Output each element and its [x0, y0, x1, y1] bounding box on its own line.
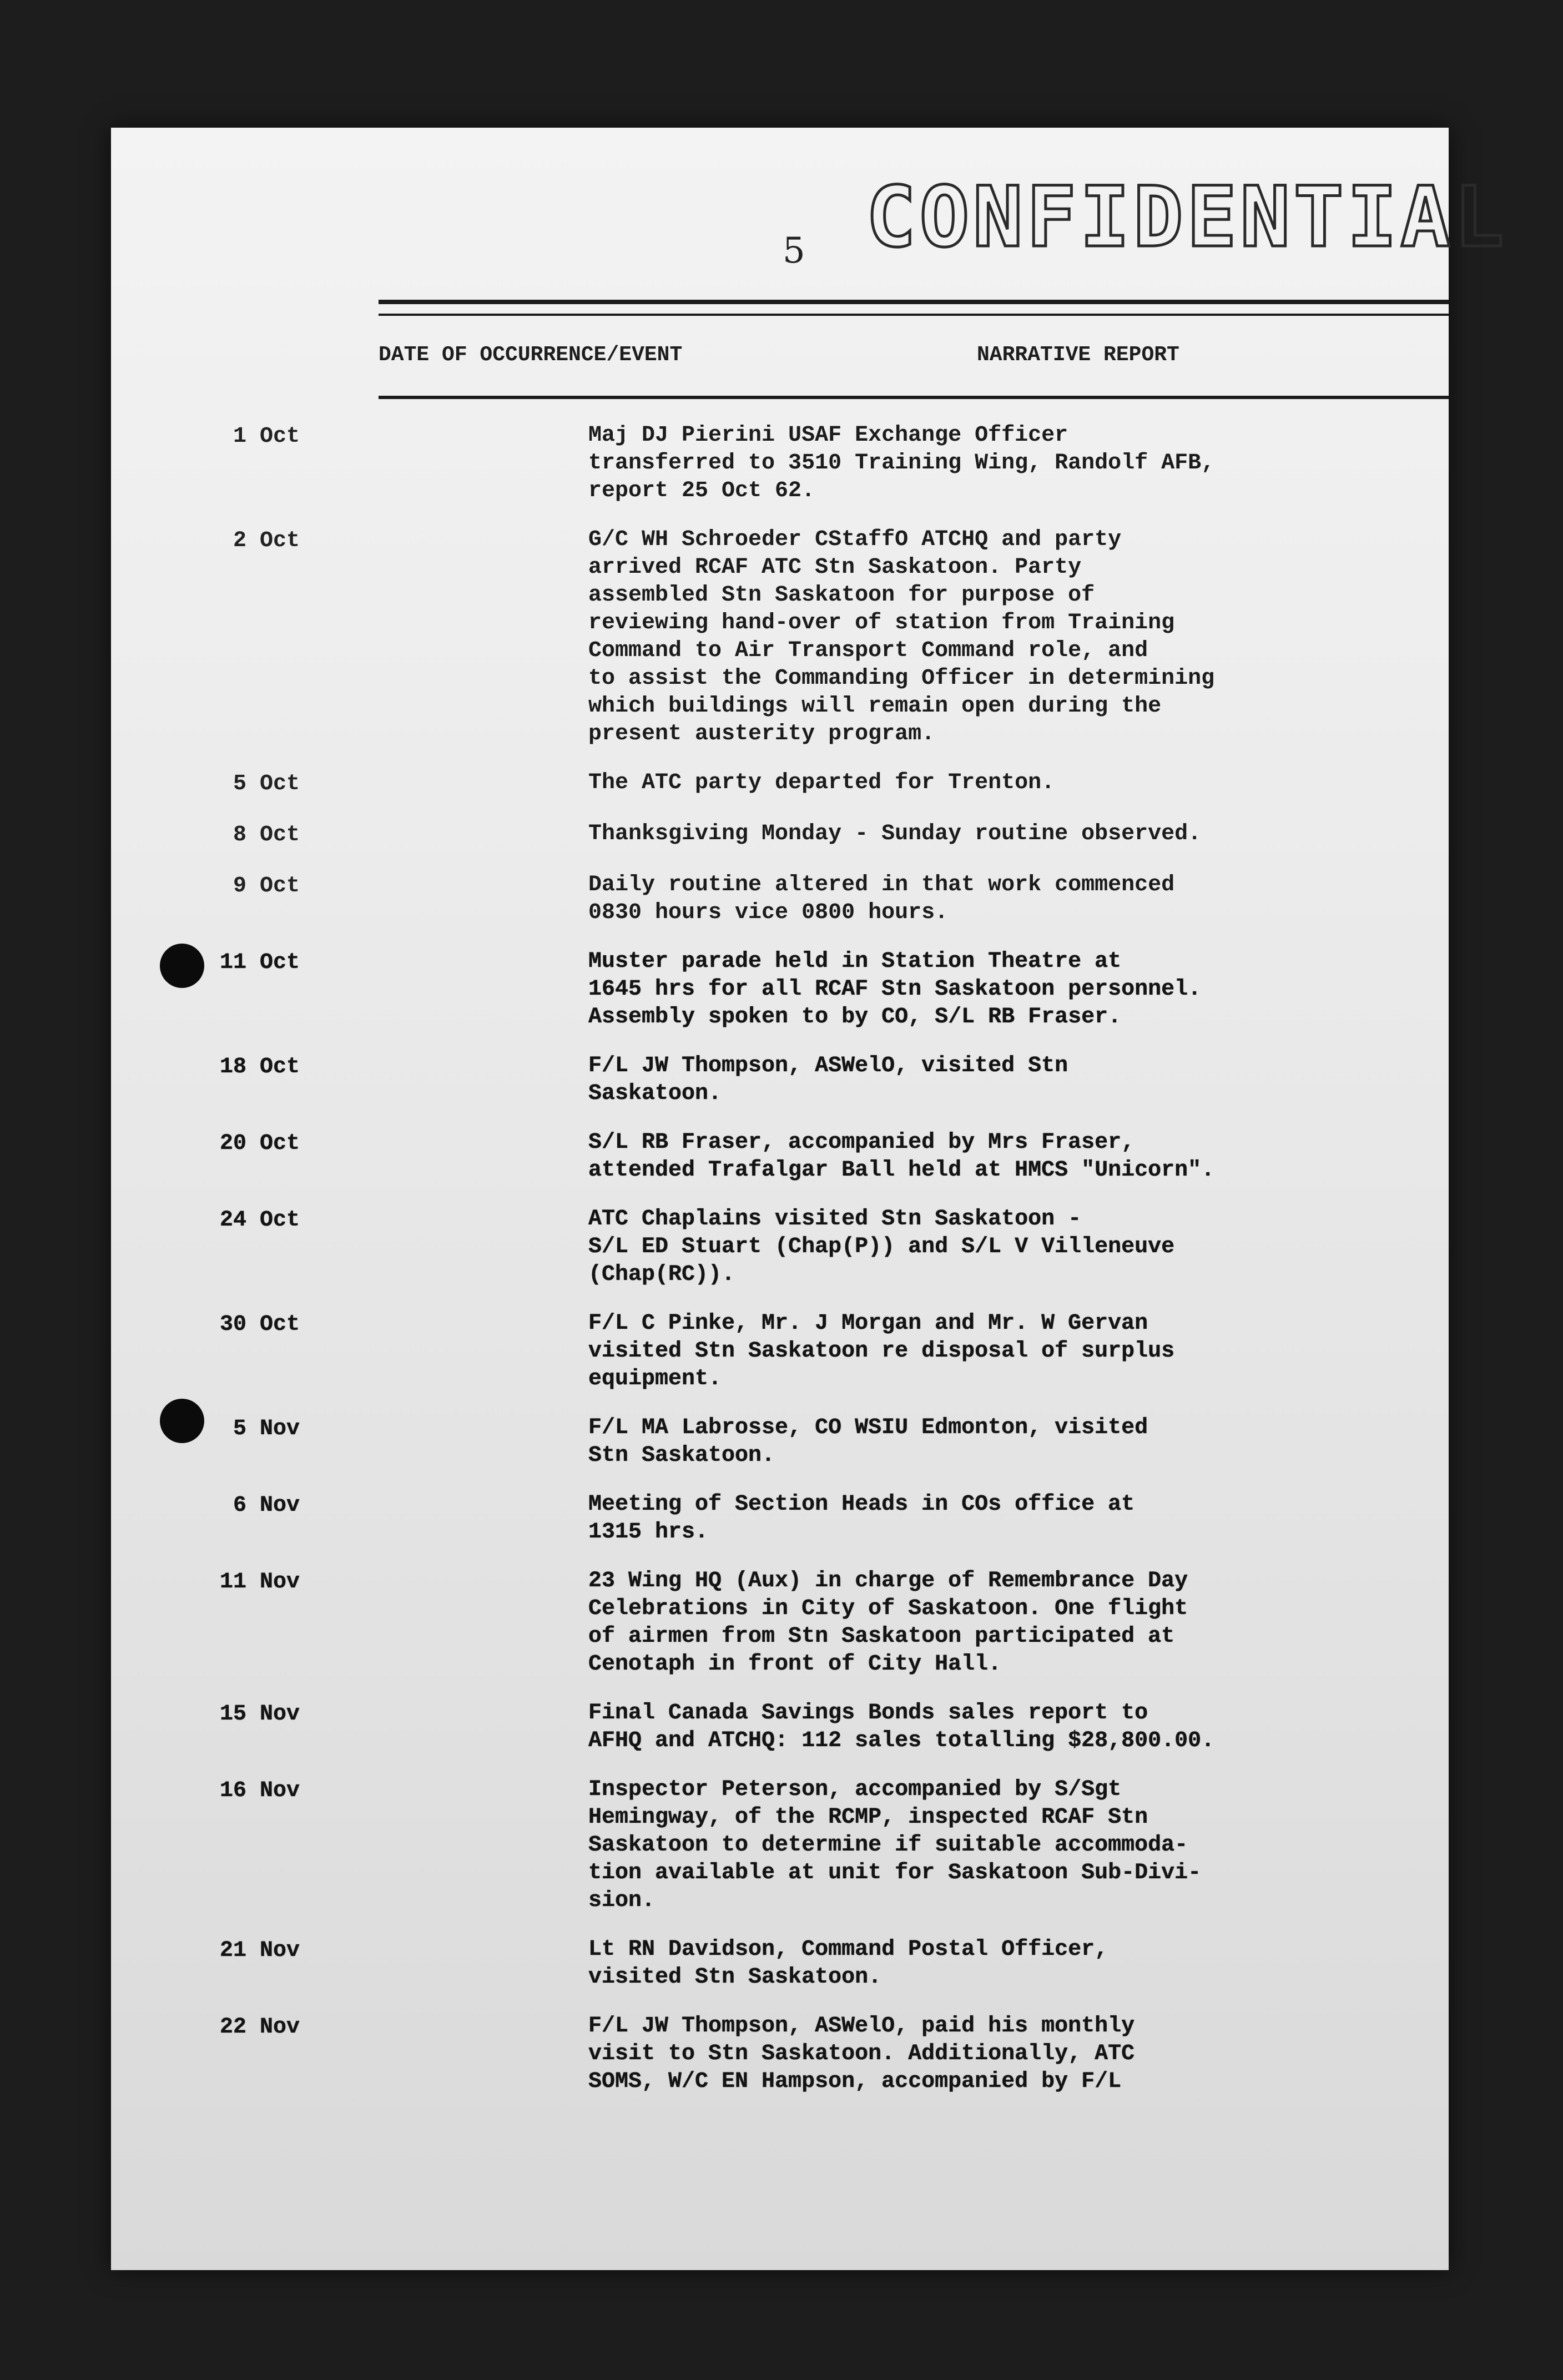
entry-narrative: Lt RN Davidson, Command Postal Officer, visited Stn Saskatoon. — [588, 1937, 1108, 1990]
entry-narrative: The ATC party departed for Trenton. — [588, 770, 1055, 795]
entry-date: 22 Nov — [219, 2015, 300, 2040]
entry-row — [111, 2013, 1449, 2096]
entry-narrative: Maj DJ Pierini USAF Exchange Officer transferred to 3510 Training Wing, Randolf AFB, report 25 Oct 62. — [588, 423, 1215, 503]
document-page — [111, 128, 1507, 2270]
entry-row — [111, 526, 1449, 748]
binder-hole — [160, 944, 204, 988]
entry-narrative: G/C WH Schroeder CStaffO ATCHQ and party arrived RCAF ATC Stn Saskatoon. Party assembled Stn Saskatoon for purpose of reviewing hand-over of station from Training Command to Air Transport Command role, and to assist the Commanding Officer in determining which buildings will remain open during the present austerity program. — [588, 527, 1215, 747]
header-rule-top — [379, 300, 1449, 304]
entry-row — [111, 1414, 1449, 1470]
entry-narrative: Inspector Peterson, accompanied by S/Sgt Hemingway, of the RCMP, inspected RCAF Stn Saskatoon to determine if suitable accommoda- tion available at unit for Saskatoon Sub-Divi- sion. — [588, 1777, 1202, 1913]
entry-date: 21 Nov — [219, 1938, 300, 1963]
entry-narrative: F/L JW Thompson, ASWelO, visited Stn Saskatoon. — [588, 1053, 1068, 1106]
entry-row — [111, 871, 1449, 927]
entry-row — [111, 1491, 1449, 1546]
entry-narrative: F/L MA Labrosse, CO WSIU Edmonton, visited Stn Saskatoon. — [588, 1415, 1148, 1468]
binder-hole — [160, 1399, 204, 1443]
confidential-stamp: CONFIDENTIAL — [866, 169, 1507, 266]
entry-narrative: ATC Chaplains visited Stn Saskatoon - S/L ED Stuart (Chap(P)) and S/L V Villeneuve (Chap(RC)). — [588, 1207, 1175, 1287]
column-header-narrative: NARRATIVE REPORT — [977, 343, 1179, 367]
entry-date: 18 Oct — [219, 1055, 300, 1080]
entry-date: 9 Oct — [233, 874, 300, 899]
entry-date: 5 Nov — [233, 1416, 300, 1441]
header-rule-top-thin — [379, 314, 1449, 316]
entry-date: 24 Oct — [219, 1208, 300, 1233]
entry-row — [111, 1936, 1449, 1991]
entry-date: 2 Oct — [233, 528, 300, 553]
entry-date: 5 Oct — [233, 772, 300, 796]
entry-date: 16 Nov — [219, 1778, 300, 1803]
entry-date: 11 Nov — [219, 1570, 300, 1595]
entry-row — [111, 948, 1449, 1031]
column-header-date: DATE OF OCCURRENCE/EVENT — [379, 343, 683, 367]
entry-date: 6 Nov — [233, 1493, 300, 1518]
entry-date: 15 Nov — [219, 1702, 300, 1727]
entry-row — [111, 1310, 1449, 1393]
entry-narrative: Muster parade held in Station Theatre at 1645 hrs for all RCAF Stn Saskatoon personnel. Assembly spoken to by CO, S/L RB Fraser. — [588, 949, 1202, 1030]
entry-date: 11 Oct — [219, 950, 300, 975]
page-number: 5 — [783, 230, 805, 271]
entries-list — [111, 422, 1449, 2117]
entry-narrative: F/L JW Thompson, ASWelO, paid his monthly visit to Stn Saskatoon. Additionally, ATC SOMS, W/C EN Hampson, accompanied by F/L — [588, 2014, 1135, 2094]
entry-row — [111, 1129, 1449, 1184]
entry-row — [111, 769, 1449, 799]
entry-row — [111, 1206, 1449, 1289]
entry-narrative: F/L C Pinke, Mr. J Morgan and Mr. W Gervan visited Stn Saskatoon re disposal of surplus equipment. — [588, 1311, 1175, 1391]
entry-row — [111, 1052, 1449, 1108]
entry-row — [111, 1700, 1449, 1755]
entry-row — [111, 820, 1449, 850]
entry-narrative: Final Canada Savings Bonds sales report to AFHQ and ATCHQ: 112 sales totalling $28,800.00. — [588, 1701, 1215, 1753]
entry-narrative: 23 Wing HQ (Aux) in charge of Remembrance Day Celebrations in City of Saskatoon. One flight of airmen from Stn Saskatoon participated at Cenotaph in front of City Hall. — [588, 1569, 1188, 1677]
entry-row — [111, 422, 1449, 505]
entry-date: 30 Oct — [219, 1312, 300, 1337]
entry-date: 1 Oct — [233, 424, 300, 449]
entry-row — [111, 1776, 1449, 1915]
header-rule-bottom — [379, 396, 1449, 399]
entry-row — [111, 1567, 1449, 1678]
entry-narrative: Thanksgiving Monday - Sunday routine observed. — [588, 821, 1202, 846]
entry-narrative: Daily routine altered in that work commenced 0830 hours vice 0800 hours. — [588, 873, 1175, 925]
entry-date: 20 Oct — [219, 1131, 300, 1156]
entry-date: 8 Oct — [233, 823, 300, 848]
entry-narrative: Meeting of Section Heads in COs office at 1315 hrs. — [588, 1492, 1135, 1545]
entry-narrative: S/L RB Fraser, accompanied by Mrs Fraser, attended Trafalgar Ball held at HMCS "Unicorn". — [588, 1130, 1215, 1183]
